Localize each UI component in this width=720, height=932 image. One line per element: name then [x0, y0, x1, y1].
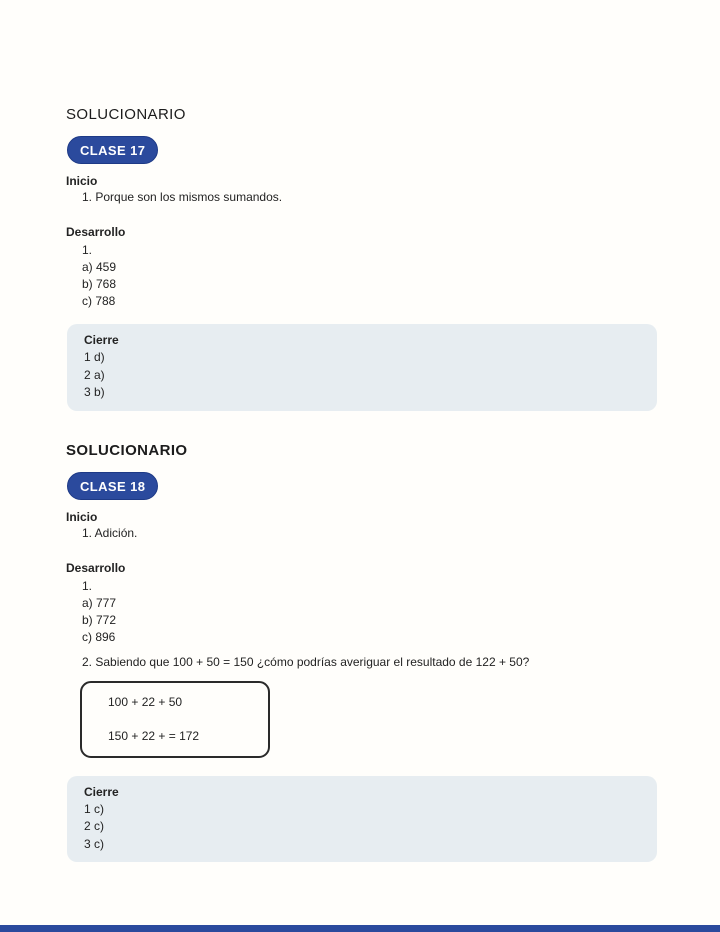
section-title: SOLUCIONARIO	[66, 106, 186, 123]
work-line-2: 150 + 22 + = 172	[108, 728, 200, 743]
section-title: SOLUCIONARIO	[66, 441, 188, 459]
question-2: 2. Sabiendo que 100 + 50 = 150 ¿cómo podrías averiguar el resultado de 122 + 50?	[82, 654, 530, 669]
inicio-label: Inicio	[66, 509, 98, 524]
clase-18-badge: CLASE 18	[67, 472, 158, 500]
cierre-item-1: 1 d)	[84, 350, 105, 364]
cierre-item-2: 2 c)	[84, 819, 105, 833]
desarrollo-number: 1.	[82, 243, 93, 257]
inicio-item: 1. Adición.	[82, 525, 138, 540]
answer-b: b) 772	[82, 612, 117, 627]
cierre-item-3: 3 c)	[84, 836, 105, 851]
answer-c: c) 788	[82, 294, 116, 308]
cierre-panel	[67, 324, 657, 411]
answer-a: a) 459	[82, 260, 117, 274]
cierre-label: Cierre	[84, 784, 119, 799]
section-clase-18	[66, 442, 657, 863]
desarrollo-label: Desarrollo	[66, 560, 126, 575]
cierre-item-1: 1 c)	[84, 801, 105, 816]
answer-a: a) 777	[82, 595, 117, 610]
cierre-item-2: 2 a)	[84, 367, 105, 382]
work-line-1: 100 + 22 + 50	[108, 694, 183, 709]
section-clase-17	[66, 106, 657, 411]
clase-17-badge: CLASE 17	[67, 136, 158, 164]
cierre-panel	[67, 776, 657, 863]
cierre-label: Cierre	[84, 333, 119, 347]
page-bottom-divider	[0, 925, 720, 932]
inicio-label: Inicio	[66, 174, 98, 188]
work-box	[80, 681, 270, 758]
inicio-item: 1. Porque son los mismos sumandos.	[82, 190, 283, 204]
answer-b: b) 768	[82, 277, 117, 291]
desarrollo-label: Desarrollo	[66, 225, 126, 239]
cierre-item-3: 3 b)	[84, 385, 105, 399]
answer-c: c) 896	[82, 629, 116, 644]
desarrollo-number: 1.	[82, 578, 93, 593]
